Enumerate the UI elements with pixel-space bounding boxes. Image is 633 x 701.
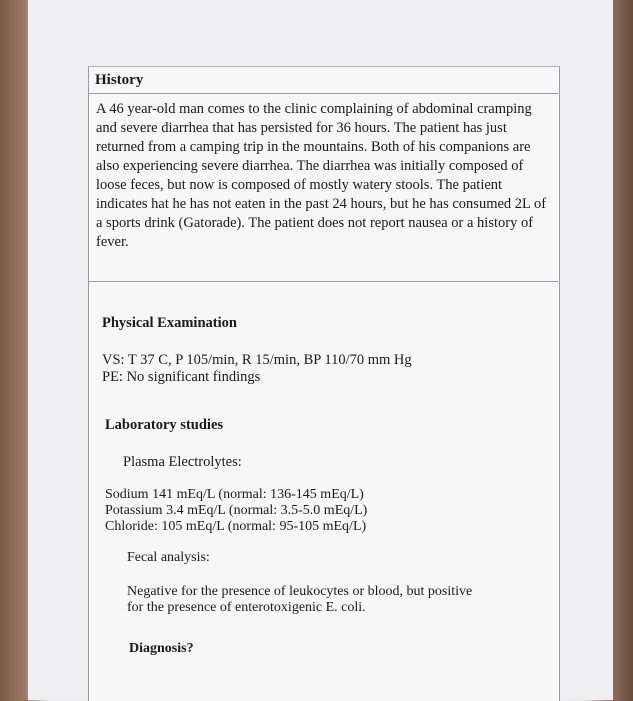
plasma-electrolytes-heading: Plasma Electrolytes:: [123, 454, 242, 470]
vital-signs: VS: T 37 C, P 105/min, R 15/min, BP 110/70 mm Hg: [102, 352, 412, 368]
document-page: [88, 66, 560, 701]
chloride-value: Chloride: 105 mEq/L (normal: 95-105 mEq/L): [105, 519, 367, 534]
diagnosis-prompt: Diagnosis?: [129, 641, 194, 656]
history-text: A 46 year-old man comes to the clinic complaining of abdominal cramping and severe diarrhea that has persisted for 36 hours. The patient has just returned from a camping trip in the mountains. Both of his companions are also experiencing severe diarrhea. The diarrhea was initially composed of loose feces, but now is composed of mostly watery stools. The patient indicates hat he has not eaten in the past 24 hours, but he has consumed 2L of a sports drink (Gatorade). The patient does not report nausea or a history of fever.: [96, 101, 547, 250]
potassium-value: Potassium 3.4 mEq/L (normal: 3.5-5.0 mEq/L): [105, 503, 368, 518]
sodium-value: Sodium 141 mEq/L (normal: 136-145 mEq/L): [105, 487, 364, 502]
physical-exam-findings: PE: No significant findings: [102, 369, 261, 385]
lab-studies-heading: Laboratory studies: [105, 417, 224, 433]
history-box: [89, 67, 558, 282]
history-heading: History: [89, 67, 558, 94]
fecal-result-line2: for the presence of enterotoxigenic E. coli.: [127, 600, 366, 615]
fecal-analysis-heading: Fecal analysis:: [127, 550, 210, 565]
fecal-result-line1: Negative for the presence of leukocytes or blood, but positive: [127, 584, 473, 599]
physical-exam-heading: Physical Examination: [102, 315, 237, 331]
